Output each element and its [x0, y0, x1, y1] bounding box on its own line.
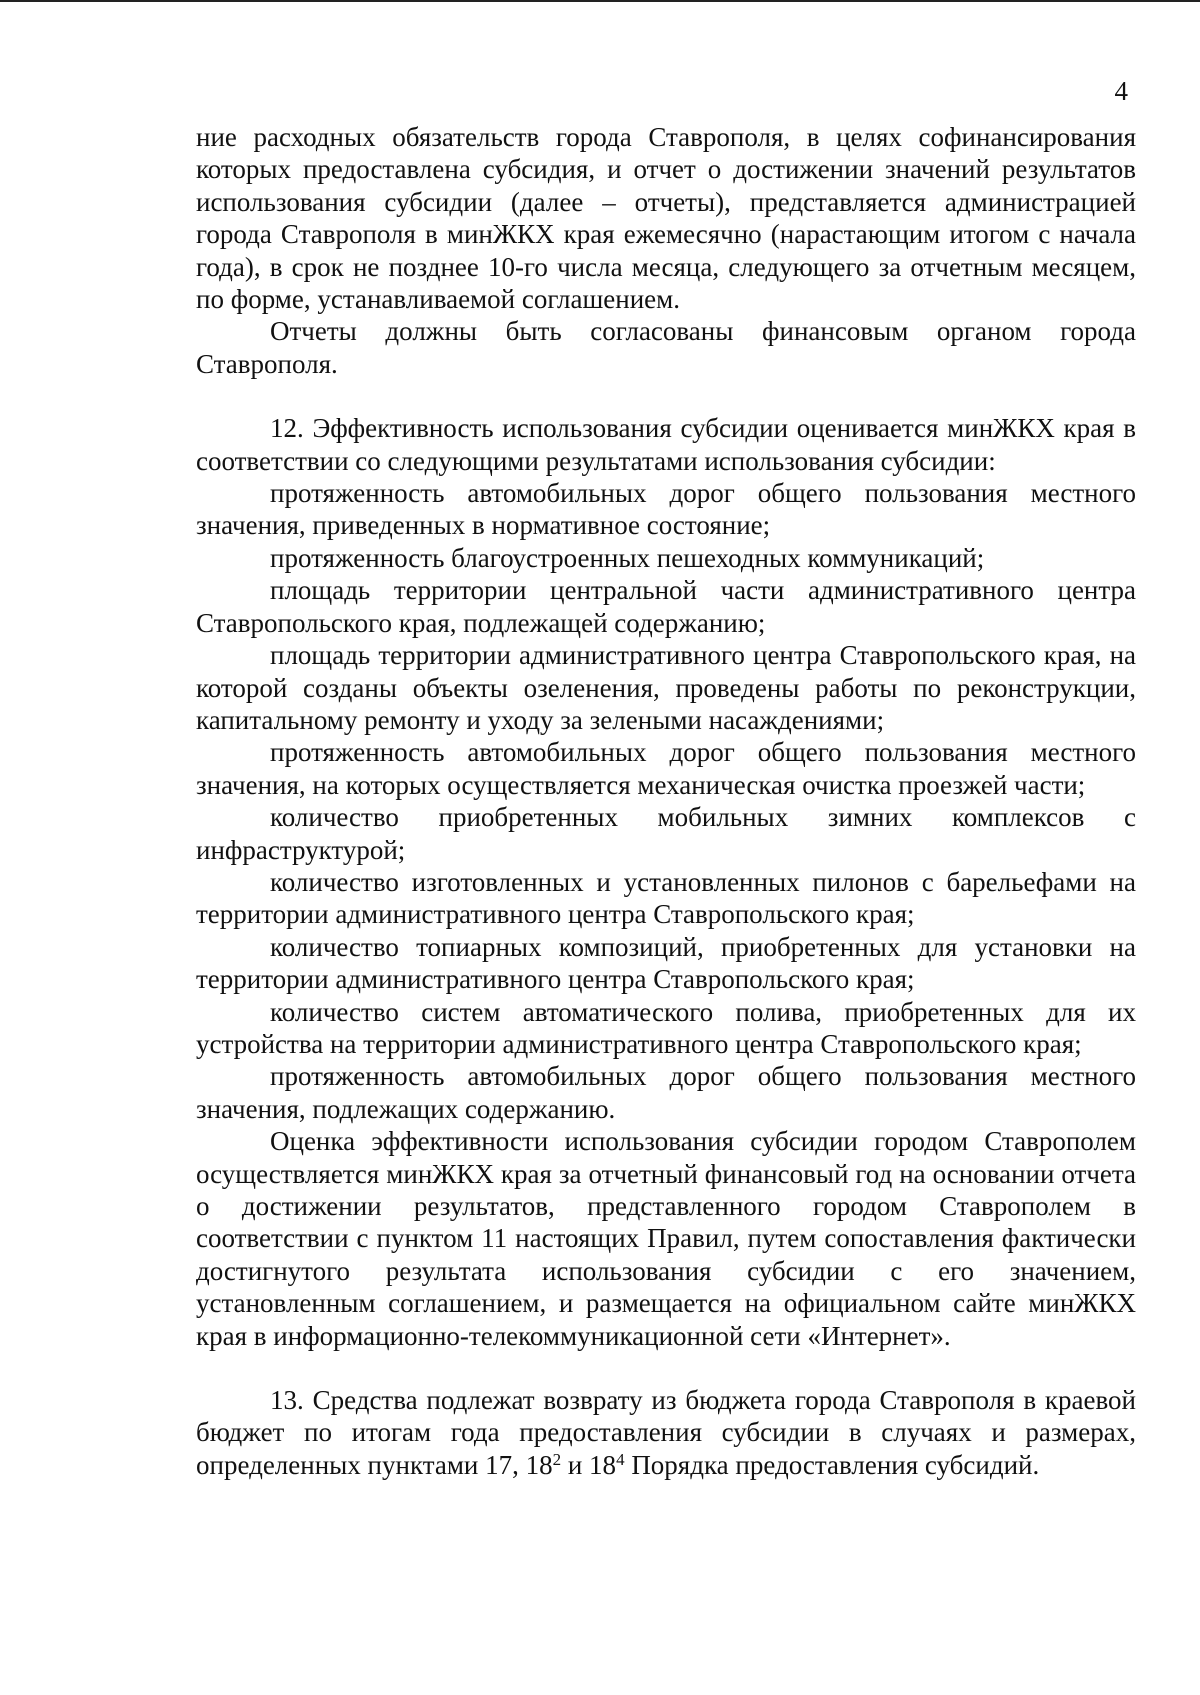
- result-item-winter-complexes: количество приобретенных мобильных зимних комплексов с инфраструктурой;: [196, 802, 1136, 865]
- paragraph-item-13: [196, 1384, 1136, 1481]
- body-text: [196, 121, 1136, 1481]
- superscript-2: 2: [552, 1449, 562, 1469]
- paragraph-continuation: ние расходных обязательств города Ставрополя, в целях софинансирования которых предоставлена субсидия, и отчет о достижении значений результатов использования субсидии (далее – отчеты), представляется администрацией города Ставрополя в минЖКХ края ежемесячно (нарастающим итогом с начала года), в срок не позднее 10-го числа месяца, следующего за отчетным месяцем, по форме, устанавливаемой соглашением.: [196, 122, 1136, 315]
- paragraph-evaluation: Оценка эффективности использования субсидии городом Ставрополем осуществляется минЖКХ края за отчетный финансовый год на основании отчета о достижении результатов, представленного городом Ставрополем в соответствии с пунктом 11 настоящих Правил, путем сопоставления фактически достигнутого результата использования субсидии с его значением, установленным соглашением, и размещается на официальном сайте минЖКХ края в информационно-телекоммуникационной сети «Интернет».: [196, 1126, 1136, 1351]
- item-13-text-part1: 13. Средства подлежат возврату из бюджета города Ставрополя в краевой бюджет по итогам года предоставления субсидии в случаях и размерах, определенных пунктами 17, 18: [196, 1385, 1136, 1480]
- paragraph-item-12: 12. Эффективность использования субсидии оценивается минЖКХ края в соответствии со следующими результатами использования субсидии:: [196, 413, 1136, 476]
- item-13-text-part2: и 18: [561, 1449, 617, 1480]
- result-item-greening: площадь территории административного центра Ставропольского края, на которой созданы объекты озеленения, проведены работы по реконструкции, капитальному ремонту и уходу за зелеными насаждениями;: [196, 640, 1136, 735]
- result-item-road-cleaning: протяженность автомобильных дорог общего пользования местного значения, на которых осуществляется механическая очистка проезжей части;: [196, 737, 1136, 800]
- result-item-central-area: площадь территории центральной части административного центра Ставропольского края, подлежащей содержанию;: [196, 575, 1136, 638]
- result-item-roads-maintenance: протяженность автомобильных дорог общего пользования местного значения, подлежащих содержанию.: [196, 1061, 1136, 1124]
- item-13-text-part3: Порядка предоставления субсидий.: [624, 1449, 1040, 1480]
- page-number: 4: [1114, 76, 1128, 106]
- result-item-irrigation: количество систем автоматического полива, приобретенных для их устройства на территории административного центра Ставропольского края;: [196, 996, 1136, 1059]
- result-item-topiary: количество топиарных композиций, приобретенных для установки на территории административного центра Ставропольского края;: [196, 931, 1136, 995]
- result-item-roads-normative: протяженность автомобильных дорог общего пользования местного значения, приведенных в нормативное состояние;: [196, 478, 1136, 541]
- top-edge-line: [0, 0, 1200, 2]
- result-item-pedestrian: протяженность благоустроенных пешеходных коммуникаций;: [270, 542, 985, 573]
- superscript-4: 4: [616, 1449, 625, 1469]
- paragraph-reports-approval: Отчеты должны быть согласованы финансовым органом города Ставрополя.: [196, 316, 1136, 379]
- result-item-pylons: количество изготовленных и установленных пилонов с барельефами на территории административного центра Ставропольского края;: [196, 866, 1136, 930]
